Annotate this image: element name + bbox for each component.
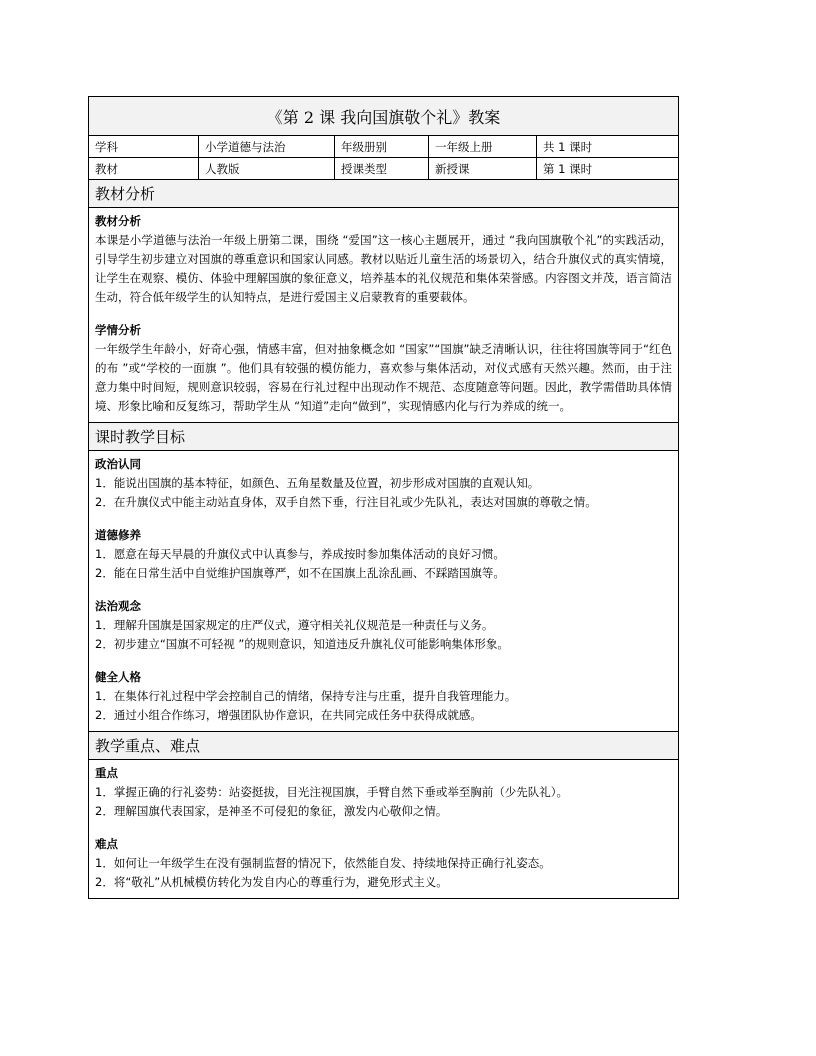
objective-group-title: 道德修养: [95, 528, 141, 542]
info-row-1: [89, 136, 679, 158]
section-heading-analysis: 教材分析: [89, 180, 679, 208]
lesson-plan-table: [88, 96, 679, 899]
student-analysis-text: 一年级学生年龄小，好奇心强，情感丰富，但对抽象概念如 “国家”“国旗”缺乏清晰认识，往往将国旗等同于“红色的布 ”或“学校的一面旗 ”。他们具有较强的模仿能力，喜欢参与集体活动，对仪式感有天然兴趣。然而，由于注意力集中时间短，规则意识较弱，容易在行礼过程中出现动作不规范、态度随意等问题。因此，教学需借助具体情境、形象比喻和反复练习，帮助学生从 “知道”走向“做到”，实现情感内化与行为养成的统一。: [95, 342, 673, 413]
lesson-type-value: 新授课: [429, 158, 537, 180]
section-body-analysis: [89, 208, 679, 423]
difficulty-item: 1．如何让一年级学生在没有强制监督的情况下，依然能自发、持续地保持正确行礼姿态。: [95, 856, 551, 870]
material-analysis-text: 本课是小学道德与法治一年级上册第二课，围绕 “爱国”这一核心主题展开，通过 “我向国旗敬个礼”的实践活动，引导学生初步建立对国旗的尊重意识和国家认同感。教材以贴近儿童生活的场景切入，结合升旗仪式的真实情境，让学生在观察、模仿、体验中理解国旗的象征意义，培养基本的礼仪规范和集体荣誉感。内容图文并茂，语言简洁生动，符合低年级学生的认知特点，是进行爱国主义启蒙教育的重要载体。: [95, 233, 673, 304]
objective-item: 1．在集体行礼过程中学会控制自己的情绪，保持专注与庄重，提升自我管理能力。: [95, 689, 517, 703]
section-body-key-points: [89, 760, 679, 899]
textbook-value: 人教版: [199, 158, 335, 180]
objective-group-title: 健全人格: [95, 670, 141, 684]
lesson-type-label: 授课类型: [335, 158, 429, 180]
objective-item: 1．理解升国旗是国家规定的庄严仪式，遵守相关礼仪规范是一种责任与义务。: [95, 618, 494, 632]
lesson-plan-document: [88, 96, 678, 899]
textbook-label: 教材: [89, 158, 199, 180]
objective-item: 1．能说出国旗的基本特征，如颜色、五角星数量及位置，初步形成对国旗的直观认知。: [95, 476, 540, 490]
student-analysis-title: 学情分析: [95, 323, 141, 337]
key-point-item: 1．掌握正确的行礼姿势：站姿挺拔，目光注视国旗，手臂自然下垂或举至胸前（少先队礼）。: [95, 785, 569, 799]
page-title: 《第 2 课 我向国旗敬个礼》教案: [89, 97, 679, 136]
grade-label: 年级册别: [335, 136, 429, 158]
objective-group-title: 政治认同: [95, 457, 141, 471]
key-point-item: 2．理解国旗代表国家，是神圣不可侵犯的象征，激发内心敬仰之情。: [95, 804, 448, 818]
difficulty-group-title: 难点: [95, 837, 118, 851]
subject-value: 小学道德与法治: [199, 136, 335, 158]
objective-item: 2．在升旗仪式中能主动站直身体，双手自然下垂，行注目礼或少先队礼，表达对国旗的尊敬之情。: [95, 495, 597, 509]
info-row-2: [89, 158, 679, 180]
objective-group-title: 法治观念: [95, 599, 141, 613]
section-body-objectives: [89, 451, 679, 732]
objective-item: 1．愿意在每天早晨的升旗仪式中认真参与，养成按时参加集体活动的良好习惯。: [95, 547, 505, 561]
objective-item: 2．能在日常生活中自觉维护国旗尊严，如不在国旗上乱涂乱画、不踩踏国旗等。: [95, 566, 505, 580]
key-point-group-title: 重点: [95, 766, 118, 780]
objective-item: 2．初步建立“国旗不可轻视 ”的规则意识，知道违反升旗礼仪可能影响集体形象。: [95, 637, 509, 651]
difficulty-item: 2．将“敬礼”从机械模仿转化为发自内心的尊重行为，避免形式主义。: [95, 875, 448, 889]
objective-item: 2．通过小组合作练习，增强团队协作意识，在共同完成任务中获得成就感。: [95, 708, 482, 722]
subject-label: 学科: [89, 136, 199, 158]
section-heading-key-points: 教学重点、难点: [89, 732, 679, 760]
total-hours: 共 1 课时: [537, 136, 679, 158]
current-hour: 第 1 课时: [537, 158, 679, 180]
material-analysis-title: 教材分析: [95, 214, 141, 228]
section-heading-objectives: 课时教学目标: [89, 423, 679, 451]
grade-value: 一年级上册: [429, 136, 537, 158]
